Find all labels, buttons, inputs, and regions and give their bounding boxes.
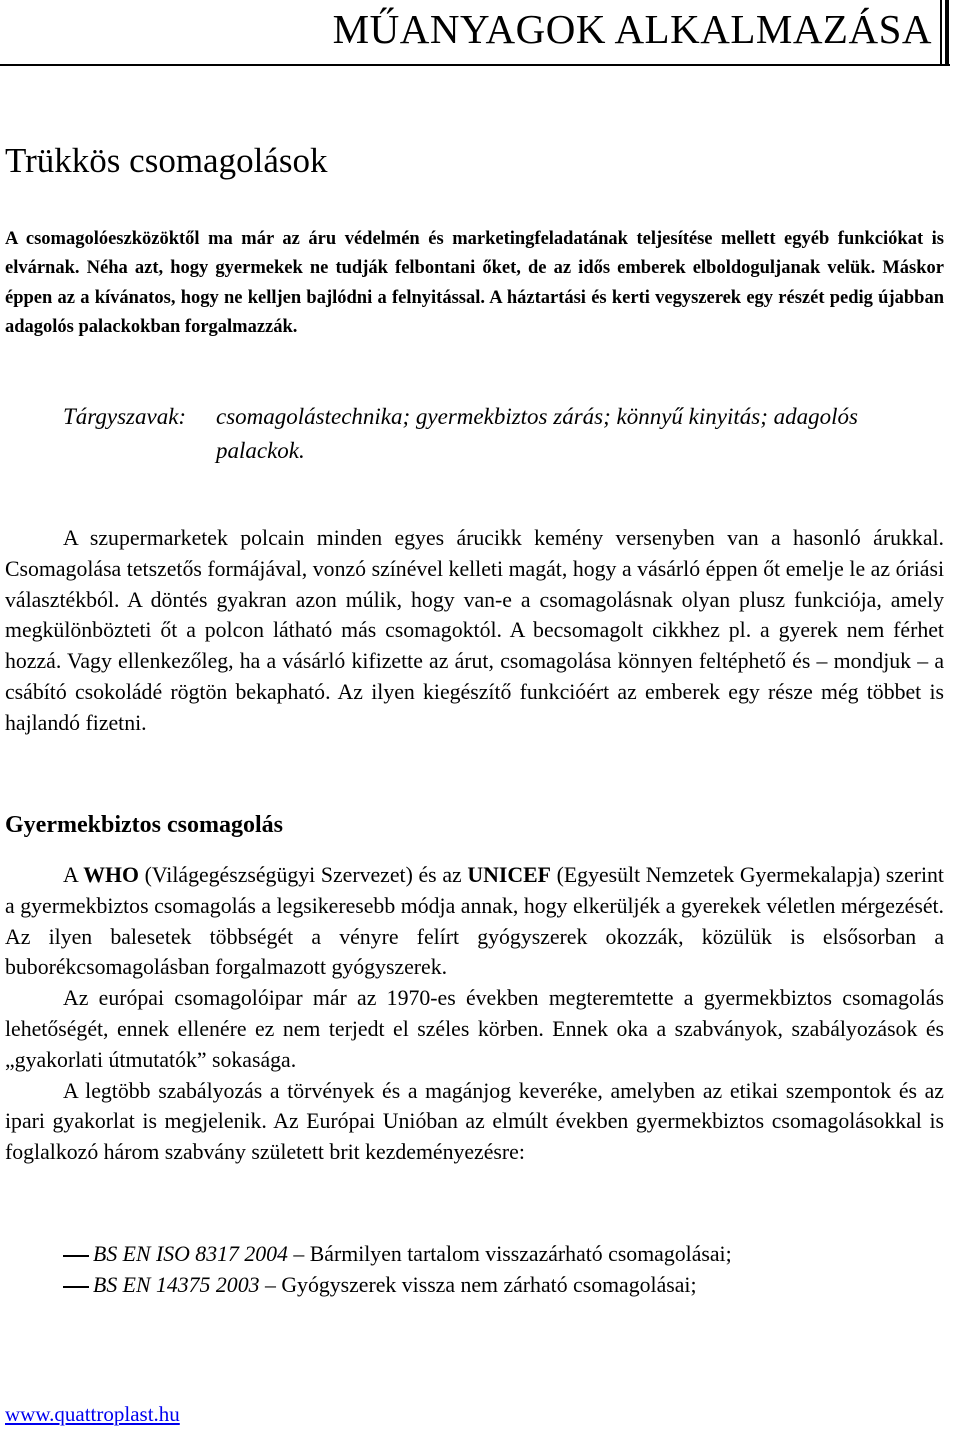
dash-bullet <box>63 1286 89 1288</box>
standard-code: BS EN ISO 8317 2004 <box>93 1242 288 1266</box>
section-body <box>5 860 944 1168</box>
paragraph-regulations: A legtöbb szabályozás a törvények és a magánjog keveréke, amelyben az etikai szempontok és az ipari gyakorlat is megjelenik. Az Európai Unióban az elmúlt években gyermekbiztos csomagolásokkal is foglalkozó három szabvány született brit kezdeményezésre: <box>5 1078 944 1165</box>
dash-separator: – <box>293 1242 305 1266</box>
standard-code: BS EN 14375 2003 <box>93 1273 260 1297</box>
standard-description: Gyógyszerek vissza nem zárható csomagolásai; <box>281 1273 697 1297</box>
running-header-title: MŰANYAGOK ALKALMAZÁSA <box>332 6 932 52</box>
abstract: A csomagolóeszközöktől ma már az áru védelmén és marketingfeladatának teljesítése mellett egyéb funkciókat is elvárnak. Néha azt, hogy gyermekek ne tudják felbontani őket, de az idős emberek elboldoguljanak velük. Máskor éppen az a kívánatos, hogy ne kelljen bajlódni a felnyitással. A háztartási és kerti vegyszerek egy részét pedig újabban adagolós palackokban forgalmazzák. <box>5 229 944 337</box>
keywords: csomagolástechnika; gyermekbiztos zárás; könnyű kinyitás; adagolós palackok. <box>216 404 858 463</box>
p1-mid: (Világegészségügyi Szervezet) és az <box>144 863 462 887</box>
list-item <box>5 1270 732 1301</box>
intro-section <box>5 523 944 739</box>
article-title: Trükkös csomagolások <box>5 141 328 180</box>
standard-description: Bármilyen tartalom visszazárható csomagolásai; <box>309 1242 732 1266</box>
standards-list <box>5 1239 732 1301</box>
who-acronym: WHO <box>83 863 139 887</box>
p1-pre: A <box>63 863 78 887</box>
dash-separator: – <box>264 1273 276 1297</box>
footer-website-link[interactable]: www.quattroplast.hu <box>5 1402 180 1426</box>
dash-bullet <box>63 1255 89 1257</box>
section-heading: Gyermekbiztos csomagolás <box>5 812 283 838</box>
keywords-label: Tárgyszavak: <box>63 404 187 429</box>
p1-post: (Egyesült Nemzetek Gyermekalapja) szerint a gyermekbiztos csomagolás a legsikeresebb módja annak, hogy elkerüljék a gyerekek véletlen mérgezését. Az ilyen balesetek többségét a vényre felírt gyógyszerek okozzák, közülük is elsősorban a buborékcsomagolásban forgalmazott gyógyszerek. <box>5 863 944 980</box>
list-item <box>5 1239 732 1270</box>
paragraph-who-unicef <box>5 860 944 983</box>
header-rule <box>0 64 950 66</box>
unicef-acronym: UNICEF <box>467 863 551 887</box>
paragraph-european-industry: Az európai csomagolóipar már az 1970-es években megteremtette a gyermekbiztos csomagolás lehetőségét, ennek ellenére ez nem terjedt el széles körben. Ennek oka a szabványok, szabályozások és „gyakorlati útmutatók” sokasága. <box>5 986 944 1072</box>
intro-paragraph: A szupermarketek polcain minden egyes árucikk kemény versenyben van a hasonló árukkal. Csomagolása tetszetős formájával, vonzó színével kelleti magát, hogy a vásárló éppen őt emelje le az óriási választékból. A döntés gyakran azon múlik, hogy van-e a csomagolásnak olyan plusz funkciója, amely megkülönbözteti őt a polcon látható más csomagoktól. A becsomagolt cikkhez pl. a gyerek nem férhet hozzá. Vagy ellenkezőleg, ha a vásárló kifizette az árut, csomagolása könnyen feltéphető és – mondjuk – a csábító csokoládé rögtön bekapható. Az ilyen kiegészítő funkcióért az emberek egy része még többet is hajlandó fizetni. <box>5 526 944 735</box>
header-decoration <box>940 0 950 66</box>
